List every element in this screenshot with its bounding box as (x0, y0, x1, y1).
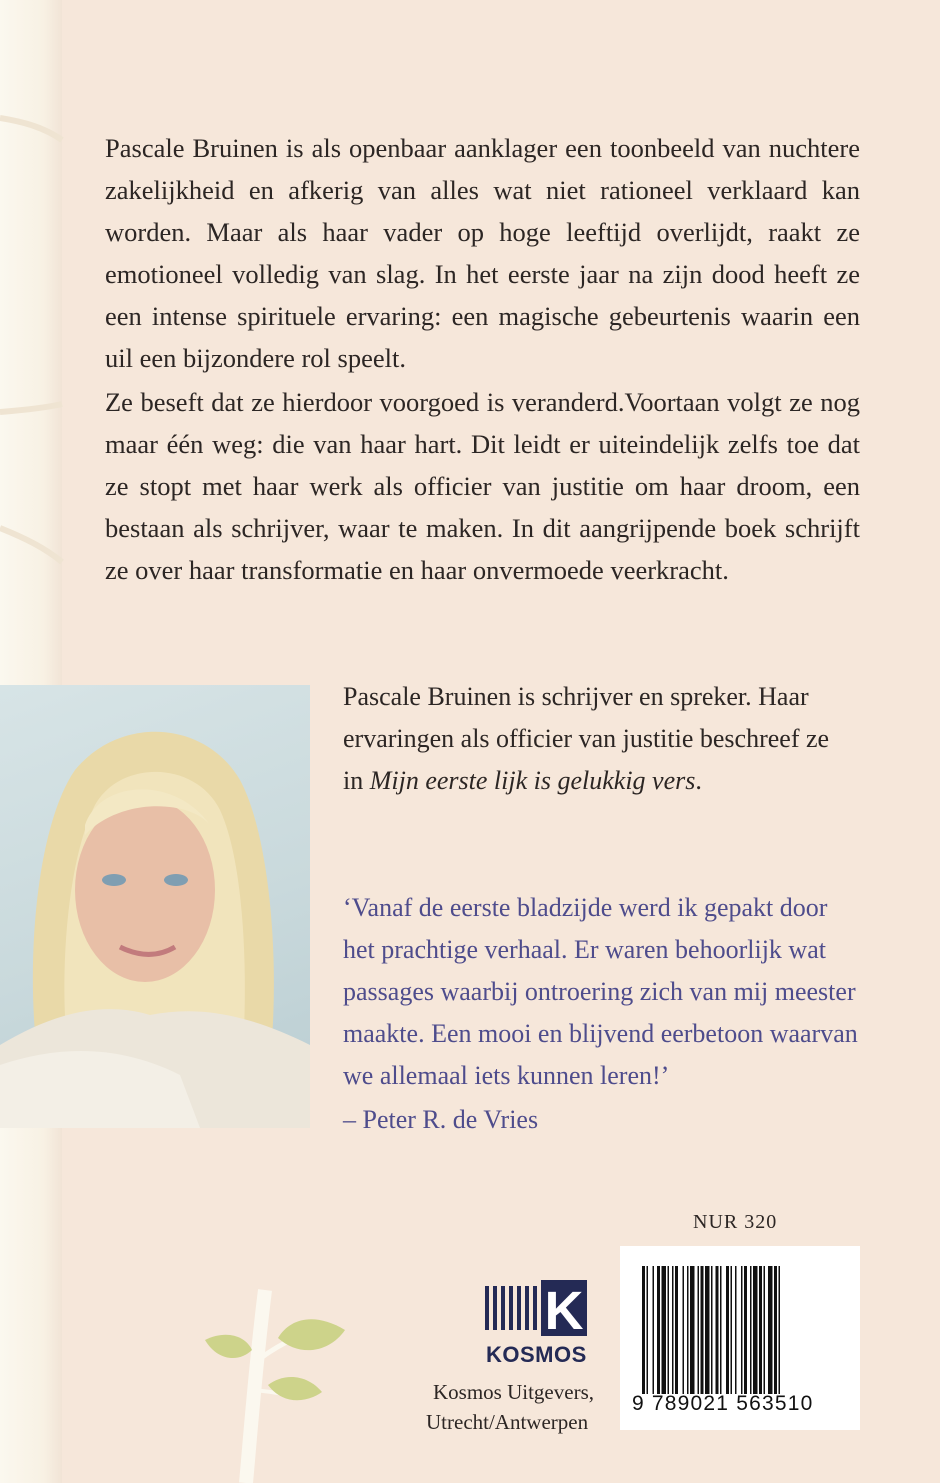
review-quote: ‘Vanaf de eerste bladzijde werd ik gepakt door het prachtige verhaal. Er waren behoorlijk wat passages waarbij ontroering zich van mij meester maakte. Een mooi en blijvend eerbetoon waarvan we allemaal iets kunnen leren!’ (343, 893, 858, 1090)
barcode-bar (764, 1266, 766, 1394)
barcode-bar (753, 1266, 758, 1394)
barcode-bar (720, 1266, 722, 1394)
barcode-bar (675, 1266, 678, 1394)
barcode-bar (741, 1266, 743, 1394)
barcode-bar (731, 1266, 733, 1394)
publisher-location: Utrecht/Antwerpen (426, 1410, 589, 1434)
author-bio (343, 676, 848, 802)
barcode-bar (668, 1266, 670, 1394)
barcode-bar (687, 1266, 689, 1394)
barcode-bar (711, 1266, 713, 1394)
barcode-bar (716, 1266, 719, 1394)
barcode-bar (653, 1266, 655, 1394)
barcode-bar (744, 1266, 747, 1394)
description-paragraph-1: Pascale Bruinen is als openbaar aanklager een toonbeeld van nuchtere zakelijkheid en afkerig van alles wat niet rationeel verklaard kan worden. Maar als haar vader op hoge leeftijd overlijdt, raakt ze emotioneel volledig van slag. In het eerste jaar na zijn dood heeft ze een intense spirituele ervaring: een magische gebeurtenis waarin een uil een bijzondere rol speelt. (105, 133, 860, 373)
barcode-bar (647, 1266, 649, 1394)
logo-letter: K (544, 1281, 584, 1340)
barcode-bar (705, 1266, 710, 1394)
barcode-bar (774, 1266, 777, 1394)
author-photo (0, 685, 310, 1128)
author-bio-text: Pascale Bruinen is schrijver en spreker. Haar ervaringen als officier van justitie beschreef ze in (343, 682, 830, 795)
barcode-bar (690, 1266, 695, 1394)
barcode-bar (657, 1266, 660, 1394)
barcode-bar (672, 1266, 674, 1394)
barcode-bar (759, 1266, 762, 1394)
isbn-number: 9 789021 563510 (632, 1392, 814, 1415)
nur-code: NUR 320 (693, 1211, 778, 1233)
author-bio-book-title: Mijn eerste lijk is gelukkig vers (369, 766, 696, 795)
description-paragraph-2: Ze beseft dat ze hierdoor voorgoed is veranderd.Voortaan volgt ze nog maar één weg: die van haar hart. Dit leidt er uiteindelijk zelfs toe dat ze stopt met haar werk als officier van justitie om haar droom, een bestaan als schrijver, waar te maken. In dit aangrijpende boek schrijft ze over haar transformatie en haar onvermoede veerkracht. (105, 387, 860, 585)
logo-wordmark: KOSMOS (486, 1342, 587, 1367)
barcode-bar (735, 1266, 737, 1394)
barcode-bar (750, 1266, 752, 1394)
barcode-bar (779, 1266, 781, 1394)
barcode-bar (683, 1266, 685, 1394)
review-attribution: – Peter R. de Vries (343, 1105, 539, 1134)
barcode-bar (698, 1266, 700, 1394)
barcode-bar (642, 1266, 645, 1394)
barcode-bar (726, 1266, 729, 1394)
barcode-bar (701, 1266, 704, 1394)
publisher-name: Kosmos Uitgevers, (433, 1380, 594, 1404)
barcode-bar (768, 1266, 773, 1394)
author-bio-end: . (695, 766, 702, 795)
barcode-bar (662, 1266, 667, 1394)
